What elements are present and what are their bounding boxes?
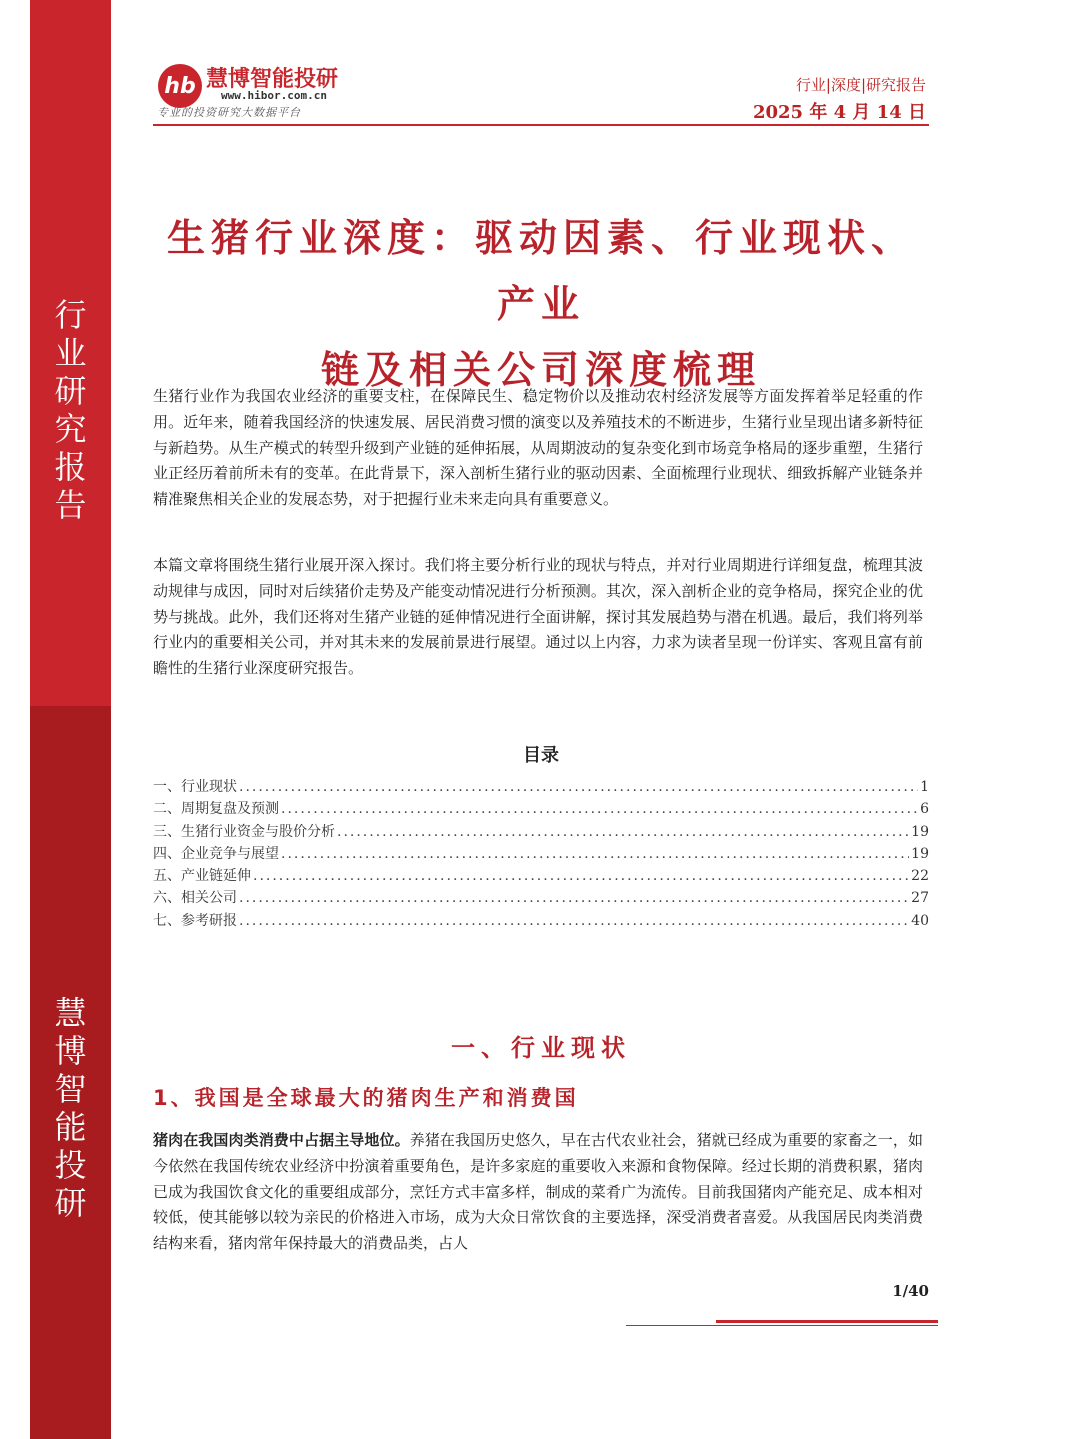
toc-item-label: 二、周期复盘及预测 (153, 801, 279, 818)
toc-leader-dots (239, 890, 909, 906)
section-body-paragraph (153, 1128, 923, 1257)
toc-leader-dots (253, 868, 909, 884)
toc-item-label: 一、行业现状 (153, 779, 237, 795)
toc-item[interactable] (153, 910, 929, 932)
toc-item[interactable] (153, 887, 929, 909)
sidebar-label-industry-research: 行 业 研 究 报 告 (54, 296, 87, 524)
sidebar-lower-band (30, 706, 111, 1439)
toc-item-label: 四、企业竞争与展望 (153, 845, 279, 862)
toc-title: 目录 (523, 745, 559, 766)
section-heading: 一、行业现状 (451, 1034, 631, 1062)
toc-leader-dots (239, 779, 918, 795)
section-lead-sentence: 猪肉在我国肉类消费中占据主导地位。 (153, 1131, 410, 1149)
toc-item-label: 七、参考研报 (153, 912, 237, 929)
footer-divider-thick (716, 1320, 938, 1323)
toc-item[interactable] (153, 865, 929, 887)
toc-leader-dots (337, 824, 909, 840)
toc-item-label: 三、生猪行业资金与股价分析 (153, 823, 335, 840)
toc-item-label: 五、产业链延伸 (153, 868, 251, 885)
toc-item-page: 19 (911, 823, 929, 840)
toc-item-page: 6 (920, 801, 929, 818)
logo-name: 慧博智能投研 (206, 67, 339, 92)
subsection-heading: 1、我国是全球最大的猪肉生产和消费国 (153, 1086, 579, 1110)
header-divider (153, 124, 929, 126)
page-title (153, 205, 929, 403)
toc-item-page: 40 (911, 912, 929, 929)
toc-item-page: 1 (920, 779, 929, 795)
section-body-text: 养猪在我国历史悠久，早在古代农业社会，猪就已经成为重要的家畜之一，如今依然在我国传统农业经济中扮演着重要角色，是许多家庭的重要收入来源和食物保障。经过长期的消费积累，猪肉已成为我国饮食文化的重要组成部分，烹饪方式丰富多样，制成的菜肴广为流传。目前我国猪肉产能充足、成本相对较低，使其能够以较为亲民的价格进入市场，成为大众日常饮食的主要选择，深受消费者喜爱。从我国居民肉类消费结构来看，猪肉常年保持最大的消费品类，占人 (153, 1131, 923, 1253)
toc-leader-dots (281, 801, 918, 817)
toc-item-page: 22 (911, 868, 929, 885)
report-category: 行业|深度|研究报告 (795, 76, 926, 94)
toc-item[interactable] (153, 821, 929, 843)
logo-tagline: 专业的投资研究大数据平台 (157, 106, 301, 119)
page-number: 1/40 (892, 1282, 929, 1300)
sidebar-upper-band (30, 0, 111, 706)
toc-leader-dots (281, 846, 909, 862)
logo-url: www.hibor.com.cn (221, 89, 327, 102)
footer-divider-thin (626, 1325, 938, 1326)
report-date: 2025 年 4 月 14 日 (752, 102, 926, 123)
toc-item[interactable] (153, 798, 929, 820)
page-title-line-1: 生猪行业深度：驱动因素、行业现状、产业 (166, 216, 915, 326)
toc-item[interactable] (153, 843, 929, 865)
logo-icon: hb (158, 64, 202, 108)
intro-paragraph-2: 本篇文章将围绕生猪行业展开深入探讨。我们将主要分析行业的现状与特点，并对行业周期进行详细复盘，梳理其波动规律与成因，同时对后续猪价走势及产能变动情况进行分析预测。其次，深入剖析企业的竞争格局，探究企业的优势与挑战。此外，我们还将对生猪产业链的延伸情况进行全面讲解，探讨其发展趋势与潜在机遇。最后，我们将列举行业内的重要相关公司，并对其未来的发展前景进行展望。通过以上内容，力求为读者呈现一份详实、客观且富有前瞻性的生猪行业深度研究报告。 (153, 556, 923, 678)
toc-item-page: 19 (911, 845, 929, 862)
intro-paragraph-1: 生猪行业作为我国农业经济的重要支柱，在保障民生、稳定物价以及推动农村经济发展等方面发挥着举足轻重的作用。近年来，随着我国经济的快速发展、居民消费习惯的演变以及养殖技术的不断进步，生猪行业呈现出诸多新特征与新趋势。从生产模式的转型升级到产业链的延伸拓展，从周期波动的复杂变化到市场竞争格局的逐步重塑，生猪行业正经历着前所未有的变革。在此背景下，深入剖析生猪行业的驱动因素、全面梳理行业现状、细致拆解产业链条并精准聚焦相关企业的发展态势，对于把握行业未来走向具有重要意义。 (153, 387, 923, 509)
table-of-contents (153, 776, 929, 932)
toc-item-label: 六、相关公司 (153, 890, 237, 907)
toc-item-page: 27 (911, 890, 929, 907)
toc-item[interactable] (153, 776, 929, 798)
page-title-line-2: 链及相关公司深度梳理 (320, 348, 761, 392)
sidebar-label-brand: 慧 博 智 能 投 研 (54, 994, 87, 1222)
toc-leader-dots (239, 913, 909, 929)
